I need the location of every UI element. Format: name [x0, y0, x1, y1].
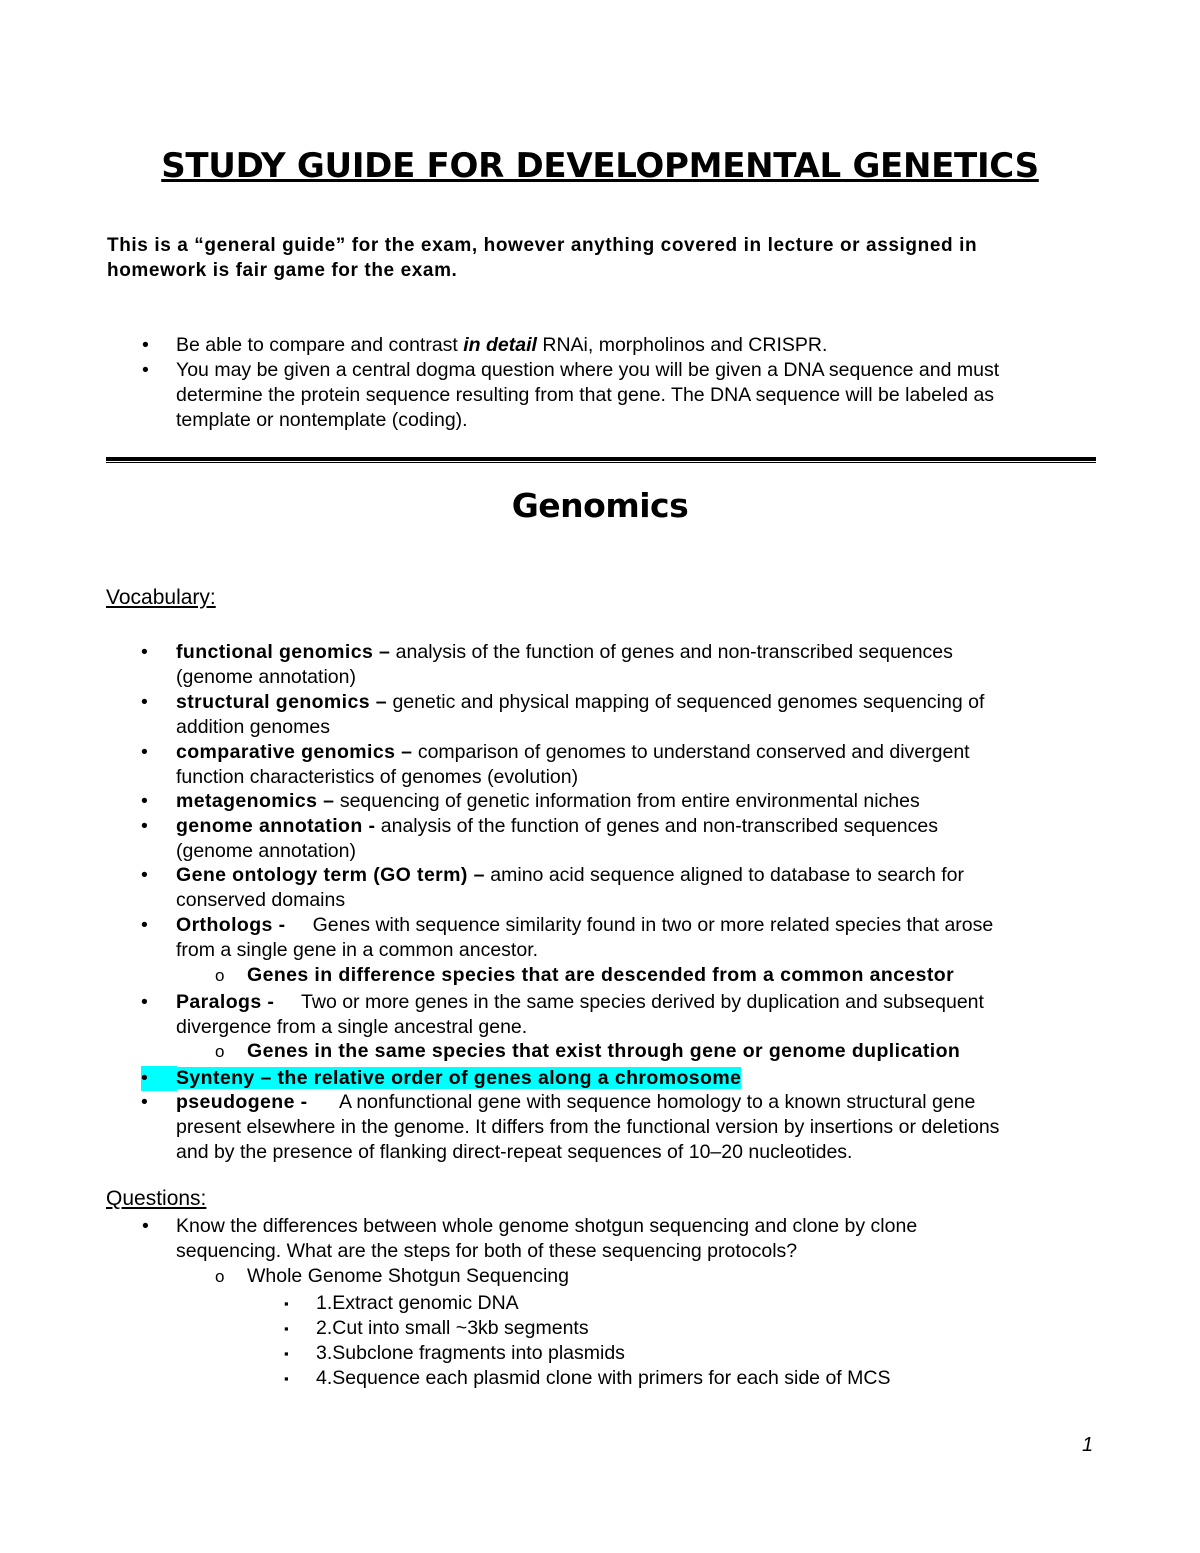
bullet-icon: •: [141, 991, 148, 1013]
vocab-term: Orthologs -: [176, 914, 286, 936]
section-title: Genomics: [511, 486, 689, 525]
vocab-term: Paralogs -: [176, 991, 275, 1013]
list-item: comparative genomics – comparison of genomes to understand conserved and divergent function characteristics of genomes (evolution): [176, 741, 970, 788]
bullet-icon: •: [141, 914, 148, 936]
page-title: STUDY GUIDE FOR DEVELOPMENTAL GENETICS: [161, 146, 1039, 186]
list-item: Orthologs - Genes with sequence similarity found in two or more related species that arose from a single gene in a common ancestor.: [176, 914, 994, 961]
bullet-icon: •: [141, 815, 148, 837]
step-item: 4.Sequence each plasmid clone with primers for each side of MCS: [316, 1367, 891, 1389]
list-item: Be able to compare and contrast in detail RNAi, morpholinos and CRISPR.: [176, 334, 828, 356]
square-bullet-icon: ▪: [284, 1321, 289, 1336]
intro-line: homework is fair game for the exam.: [107, 260, 458, 281]
vocab-term: pseudogene -: [176, 1091, 308, 1113]
vocab-term: Gene ontology term (GO term) –: [176, 864, 485, 886]
step-item: 1.Extract genomic DNA: [316, 1292, 519, 1314]
intro-line: This is a “general guide” for the exam, however anything covered in lecture or assigned in: [107, 235, 978, 256]
square-bullet-icon: ▪: [284, 1346, 289, 1361]
list-item: structural genomics – genetic and physical mapping of sequenced genomes sequencing of addition genomes: [176, 691, 985, 738]
sub-bullet-icon: o: [215, 1267, 225, 1286]
list-item: functional genomics – analysis of the function of genes and non-transcribed sequences (genome annotation): [176, 641, 953, 688]
list-item: You may be given a central dogma question where you will be given a DNA sequence and must determine the protein sequence resulting from that gene. The DNA sequence will be labeled as template or nontemplate (coding).: [176, 359, 1000, 431]
intro-paragraph: [107, 233, 1067, 283]
emphasis: in detail: [463, 334, 537, 356]
list-item: Gene ontology term (GO term) – amino acid sequence aligned to database to search for conserved domains: [176, 864, 965, 911]
section-divider-thin: [106, 462, 1096, 463]
sub-list-item: Genes in the same species that exist through gene or genome duplication: [247, 1040, 961, 1062]
sub-list-item: Genes in difference species that are descended from a common ancestor: [247, 964, 955, 986]
step-item: 2.Cut into small ~3kb segments: [316, 1317, 589, 1339]
highlighted-vocab-term: Synteny – the relative order of genes along a chromosome: [176, 1067, 742, 1089]
bullet-icon: •: [141, 864, 148, 886]
square-bullet-icon: ▪: [284, 1371, 289, 1386]
list-item: metagenomics – sequencing of genetic information from entire environmental niches: [176, 790, 920, 812]
sub-bullet-icon: o: [215, 1042, 225, 1061]
vocab-term: comparative genomics –: [176, 741, 413, 763]
vocab-term: structural genomics –: [176, 691, 388, 713]
list-item: Paralogs - Two or more genes in the same species derived by duplication and subsequent divergence from a single ancestral gene.: [176, 991, 984, 1038]
list-item: Know the differences between whole genome shotgun sequencing and clone by clone sequencing. What are the steps for both of these sequencing protocols?: [176, 1215, 918, 1262]
sub-list-item: Whole Genome Shotgun Sequencing: [247, 1265, 569, 1287]
list-item: genome annotation - analysis of the function of genes and non-transcribed sequences (genome annotation): [176, 815, 938, 862]
vocab-term: functional genomics –: [176, 641, 391, 663]
questions-heading: Questions:: [106, 1187, 207, 1210]
square-bullet-icon: ▪: [284, 1296, 289, 1311]
vocab-term: metagenomics –: [176, 790, 335, 812]
bullet-icon: •: [142, 1215, 149, 1237]
bullet-icon: •: [142, 359, 149, 381]
vocab-term: genome annotation -: [176, 815, 376, 837]
page-number: 1: [1082, 1434, 1094, 1456]
bullet-icon: •: [142, 334, 149, 356]
list-item: pseudogene - A nonfunctional gene with sequence homology to a known structural gene present elsewhere in the genome. It differs from the functional version by insertions or deletions and by the presence of flanking direct-repeat sequences of 10–20 nucleotides.: [176, 1091, 1000, 1163]
bullet-icon: •: [141, 741, 148, 763]
bullet-icon: •: [141, 691, 148, 713]
list-item: [176, 1066, 741, 1091]
step-item: 3.Subclone fragments into plasmids: [316, 1342, 625, 1364]
bullet-icon: •: [141, 1066, 177, 1091]
bullet-icon: •: [141, 790, 148, 812]
vocabulary-heading: Vocabulary:: [106, 586, 216, 609]
bullet-icon: •: [141, 1091, 148, 1113]
section-divider: [106, 457, 1096, 461]
sub-bullet-icon: o: [215, 966, 225, 985]
bullet-icon: •: [141, 641, 148, 663]
